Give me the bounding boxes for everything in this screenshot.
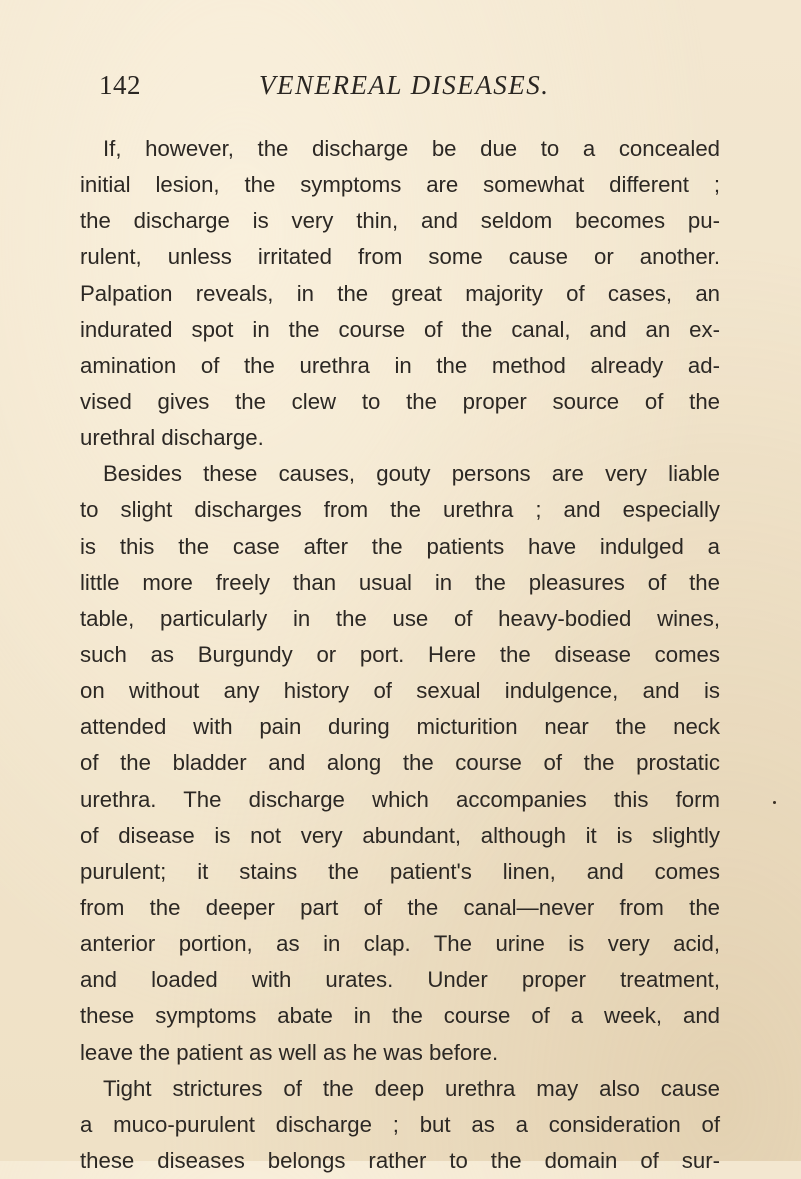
paragraph-1-line-5: Palpation reveals, in the great majority of cases, an [80,280,720,306]
paragraph-3-line-1: Tight strictures of the deep urethra may also cause [103,1075,720,1101]
paragraph-2-line-15: and loaded with urates. Under proper treatment, [80,967,720,993]
paragraph-1-line-3: the discharge is very thin, and seldom becomes pu- [80,208,720,234]
paragraph-2-line-6: such as Burgundy or port. Here the disease comes [80,641,720,667]
paragraph-2-line-9: of the bladder and along the course of the prostatic [80,750,720,776]
paragraph-2-line-14: anterior portion, as in clap. The urine is very acid, [80,931,720,957]
paragraph-1-line-4: rulent, unless irritated from some cause or another. [80,244,720,270]
paragraph-2-line-7: on without any history of sexual indulgence, and is [80,678,720,704]
paragraph-1-line-8: vised gives the clew to the proper source of the [80,388,720,414]
paragraph-2-line-1: Besides these causes, gouty persons are very liable [103,461,720,487]
paragraph-2-line-8: attended with pain during micturition near the neck [80,714,720,740]
paragraph-1-line-1: If, however, the discharge be due to a concealed [103,136,720,161]
paragraph-1-line-6: indurated spot in the course of the canal, and an ex- [80,316,720,342]
page-number: 142 [99,70,141,100]
body-text [80,131,720,1179]
running-head [99,70,719,110]
paragraph-1-line-7: amination of the urethra in the method already ad- [80,352,720,378]
paragraph-2-line-10: urethra. The discharge which accompanies this form [80,786,720,812]
paragraph-2-line-12: purulent; it stains the patient's linen, and comes [80,858,720,884]
paragraph-2-line-4: little more freely than usual in the pleasures of the [80,569,720,595]
paper-speck [773,801,776,804]
paragraph-1-line-9: urethral discharge. [80,425,264,451]
running-title: VENEREAL DISEASES. [259,70,550,100]
paragraph-2-line-17: leave the patient as well as he was before. [80,1039,499,1065]
paragraph-2-line-13: from the deeper part of the canal—never from the [80,894,720,920]
paragraph-2-line-5: table, particularly in the use of heavy-bodied wines, [80,605,720,631]
paragraph-2-line-3: is this the case after the patients have indulged a [80,533,720,559]
paragraph-3-line-3: these diseases belongs rather to the domain of sur- [80,1147,720,1173]
paragraph-1-line-2: initial lesion, the symptoms are somewhat different ; [80,172,720,198]
paragraph-2-line-2: to slight discharges from the urethra ; and especially [80,497,720,523]
paragraph-3-line-2: a muco-purulent discharge ; but as a consideration of [80,1111,720,1137]
paragraph-2-line-11: of disease is not very abundant, although it is slightly [80,822,720,848]
paragraph-2-line-16: these symptoms abate in the course of a week, and [80,1003,720,1029]
